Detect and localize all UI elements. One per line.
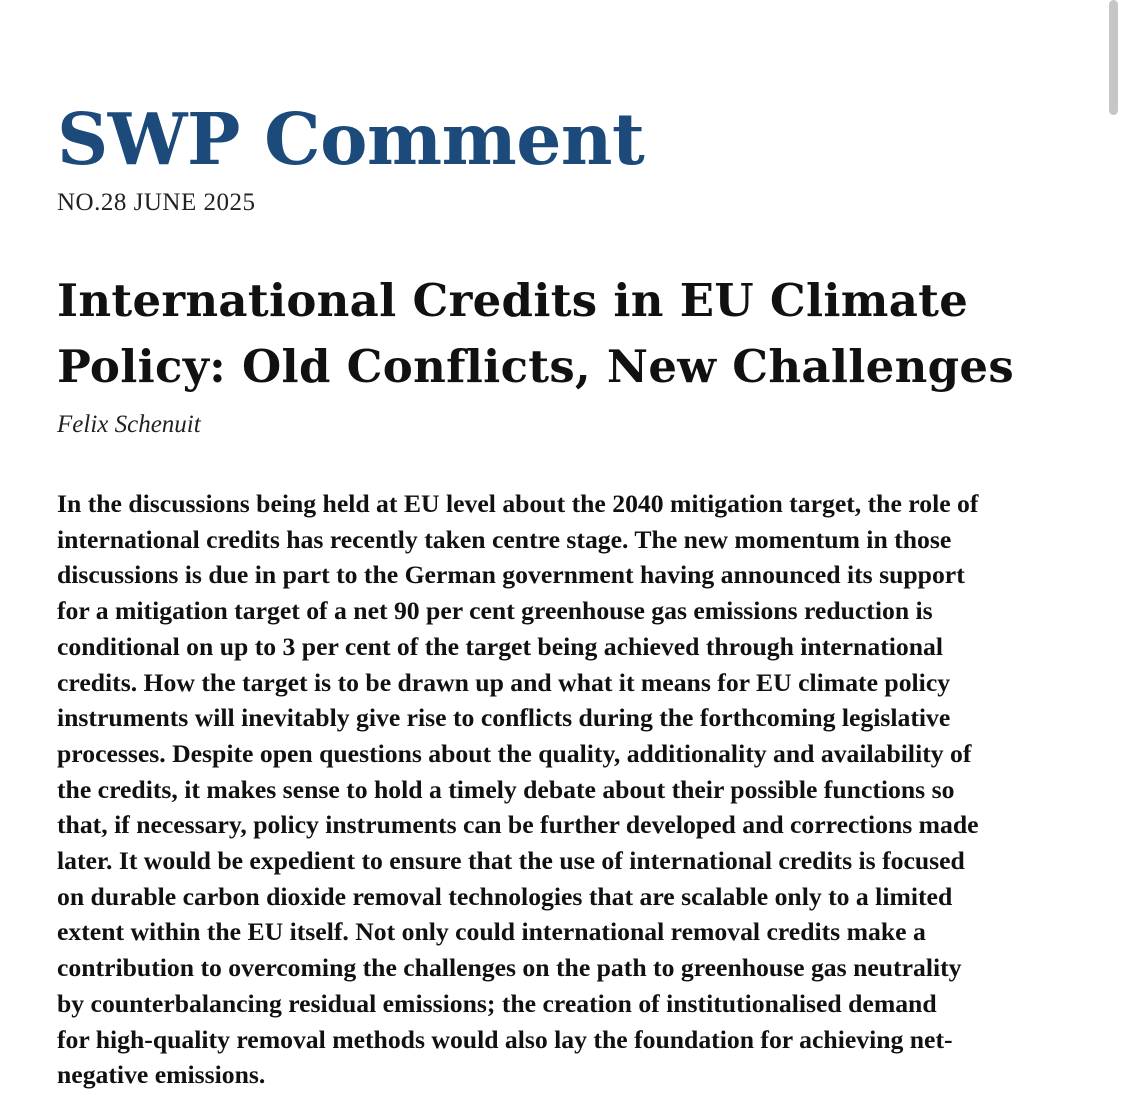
vertical-scrollbar[interactable] (1109, 0, 1118, 115)
publication-brand: SWP Comment (57, 97, 645, 181)
abstract-line: conditional on up to 3 per cent of the target being achieved through international (57, 631, 943, 661)
abstract-line: later. It would be expedient to ensure that the use of international credits is focused (57, 846, 965, 876)
article-title (57, 268, 1014, 400)
abstract-line: extent within the EU itself. Not only could international removal credits make a (57, 917, 926, 947)
issue-number-date: NO.28 JUNE 2025 (57, 189, 256, 216)
abstract-line: negative emissions. (57, 1060, 266, 1090)
abstract-line: credits. How the target is to be drawn up and what it means for EU climate policy (57, 667, 951, 697)
abstract-line: international credits has recently taken centre stage. The new momentum in those (57, 524, 952, 554)
abstract-line: In the discussions being held at EU level about the 2040 mitigation target, the role of (57, 489, 979, 518)
abstract-line: processes. Despite open questions about the quality, additionality and availability of (57, 738, 972, 768)
abstract-line: by counterbalancing residual emissions; the creation of institutionalised demand (57, 988, 937, 1018)
abstract-line: instruments will inevitably give rise to conflicts during the forthcoming legislative (57, 703, 951, 733)
abstract-line: on durable carbon dioxide removal technologies that are scalable only to a limited (57, 881, 953, 911)
abstract-paragraph (57, 486, 1105, 1093)
abstract-line: the credits, it makes sense to hold a timely debate about their possible functions so (57, 774, 955, 804)
title-line: Policy: Old Conflicts, New Challenges (57, 340, 1014, 393)
abstract-line: for a mitigation target of a net 90 per cent greenhouse gas emissions reduction is (57, 596, 933, 626)
author-name: Felix Schenuit (57, 411, 201, 438)
abstract-line: for high-quality removal methods would also lay the foundation for achieving net- (57, 1024, 953, 1054)
abstract-line: contribution to overcoming the challenges on the path to greenhouse gas neutrality (57, 953, 962, 983)
title-line: International Credits in EU Climate (57, 274, 969, 327)
abstract-line: discussions is due in part to the German government having announced its support (57, 560, 965, 590)
abstract-line: that, if necessary, policy instruments can be further developed and corrections made (57, 810, 979, 840)
